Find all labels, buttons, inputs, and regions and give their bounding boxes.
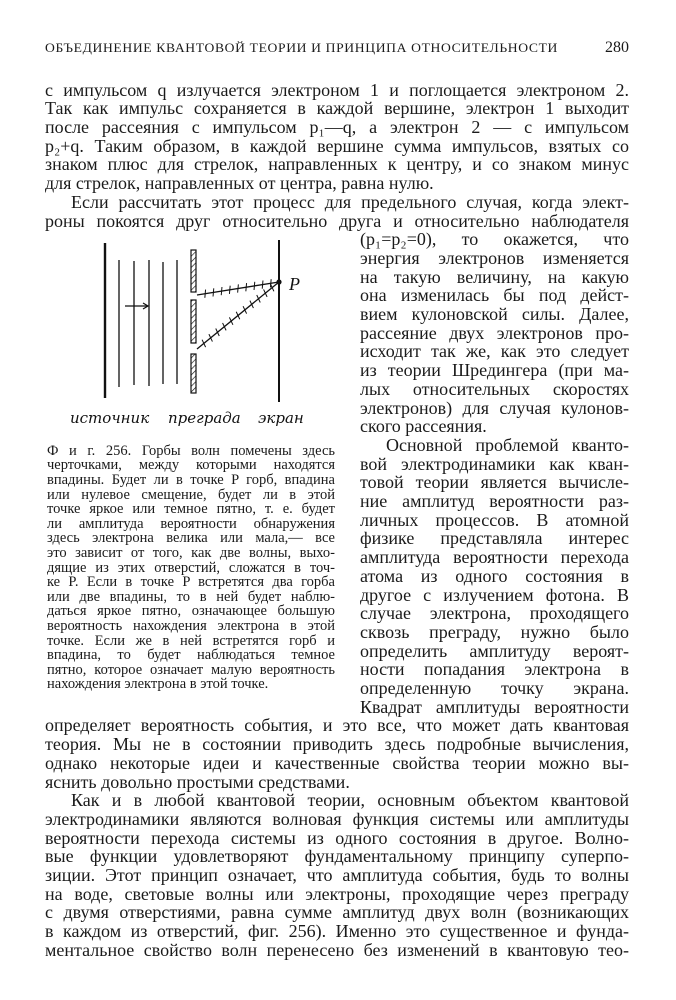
caption-line-text: нахождения электрона в этой точке. [47, 676, 269, 693]
column-line [360, 623, 629, 642]
arrow-icon [125, 303, 148, 309]
body-line-text: вероятности перехода системы из одного состояния в другое. Волно- [45, 827, 629, 848]
crest-tick [257, 295, 261, 302]
column-line-text: Квадрат амплитуды вероятности [360, 696, 629, 717]
caption-line-text: черточками, между которыми находятся [47, 457, 335, 474]
column-line-text: на такую величину, на какую [360, 266, 629, 287]
page-number: 280 [605, 39, 629, 56]
crest-tick [229, 317, 233, 324]
body-line-text: Так как импульс сохраняется в каждой вершине, электрон 1 выходит [45, 98, 629, 119]
label-barrier: преграда [168, 409, 241, 427]
body-line [45, 99, 629, 118]
column-line-text: другое с излучением фотона. В [360, 584, 629, 605]
column-line [360, 305, 629, 324]
label-screen: экран [258, 409, 304, 427]
crest-tick [236, 312, 240, 319]
column-line-text: определить амплитуду вероят- [360, 640, 629, 661]
body-line-text: Как и в любой квантовой теории, основным объектом квантовой [71, 790, 629, 811]
body-line [71, 193, 629, 212]
column-line-text: исходит так же, как это следует [360, 341, 629, 362]
column-line [360, 511, 629, 530]
caption-line-text: Ф и г. 256. Горбы волн помечены здесь [47, 442, 335, 459]
body-line-text: p₂+q. Таким образом, в каждой вершине сумма импульсов, взятых со [45, 135, 629, 156]
caption-line-text: даться яркое пятно, означающее большую [47, 603, 335, 620]
column-line-text: амплитуда вероятности перехода [360, 547, 629, 568]
crest-tick [209, 334, 213, 341]
caption-line-text: ли амплитуда вероятности обнаружения [47, 515, 335, 532]
caption-line [47, 517, 335, 532]
crest-tick [223, 323, 227, 330]
caption-line [47, 604, 335, 619]
crest-tick [270, 284, 274, 291]
body-line-text: роны покоятся друг относительно друга и относительно наблюдателя [45, 210, 629, 231]
body-line [71, 791, 629, 810]
column-line-text: сквозь преграду, нужно было [360, 621, 629, 642]
body-line-text: с импульсом q излучается электроном 1 и поглощается электроном 2. [45, 79, 629, 100]
body-line [45, 773, 350, 792]
body-line [45, 155, 629, 174]
column-line [360, 380, 629, 399]
body-line-text: после рассеяния с импульсом p₁—q, а электрон 2 — с импульсом [45, 117, 629, 138]
body-line [45, 716, 629, 735]
body-line-text: зиции. Этот принцип означает, что амплитуда события, будь то волны [45, 865, 629, 886]
caption-line [47, 619, 335, 634]
running-header: ОБЪЕДИНЕНИЕ КВАНТОВОЙ ТЕОРИИ И ПРИНЦИПА ОТНОСИТЕЛЬНОСТИ [45, 40, 558, 55]
column-line-text: (p₁=p₂=0), то окажется, что [360, 229, 629, 250]
column-line [360, 586, 629, 605]
caption-line-text: это зависит от того, как две волны, выхо- [47, 544, 335, 561]
caption-line-text: вероятность нахождения электрона в этой [47, 617, 335, 634]
body-line [45, 847, 629, 866]
caption-line-text: или нулевое смещение, будет ли в этой [47, 486, 335, 503]
caption-line [47, 561, 335, 576]
column-line-text: личных процессов. В атомной [360, 509, 629, 530]
column-line-text: рассеяние двух электронов про- [360, 322, 629, 343]
caption-line-text: или две впадины, то в ней будет наблю- [47, 588, 335, 605]
crest-tick [213, 288, 214, 296]
column-line-text: Основной проблемой кванто- [386, 434, 629, 455]
crest-tick [229, 286, 230, 294]
crest-tick [262, 280, 263, 288]
crest-tick [254, 282, 255, 290]
column-line [360, 361, 629, 380]
caption-line-text: пятно, которое означает малую вероятность [47, 661, 335, 678]
wavefronts [119, 260, 177, 387]
column-line-text: вием кулоновской силы. Далее, [360, 304, 629, 325]
column-line-text: вой электродинамики как кван- [360, 453, 629, 474]
column-line [360, 604, 629, 623]
caption-line [47, 531, 335, 546]
barrier [191, 250, 196, 393]
column-line-text: ние амплитуд вероятности раз- [360, 491, 629, 512]
caption-line-text: дящие из этих отверстий, сложатся в точ- [47, 559, 335, 576]
caption-line [47, 488, 335, 503]
column-line [360, 529, 629, 548]
column-line-text: случае электрона, проходящего [360, 603, 629, 624]
column-line-text: ского рассеяния. [360, 416, 487, 437]
column-line [360, 286, 629, 305]
column-line [360, 342, 629, 361]
body-line [45, 829, 629, 848]
caption-line [47, 546, 335, 561]
body-line-text: в каждом из отверстий, фиг. 256). Именно это существенное и фунда- [45, 921, 629, 942]
caption-line [47, 634, 335, 649]
column-line [360, 548, 629, 567]
crest-tick [250, 301, 254, 308]
body-line-text: Если рассчитать этот процесс для предельного случая, когда элект- [71, 191, 629, 212]
column-line-text: электронов) для случая кулонов- [360, 397, 629, 418]
body-line [45, 866, 629, 885]
body-line [45, 174, 434, 193]
body-line [45, 735, 629, 754]
caption-line-text: точке. Если же в ней встретятся горб и [47, 632, 335, 649]
body-line-text: электродинамики являются волновая функция системы или амплитуды [45, 808, 629, 829]
crest-tick [238, 284, 239, 292]
column-line [360, 660, 629, 679]
crest-tick [243, 306, 247, 313]
wave-rays [197, 279, 279, 349]
body-line-text: вые функции удовлетворяют фундаментальному принципу суперпо- [45, 846, 629, 867]
caption-line [47, 648, 335, 663]
body-line [45, 212, 629, 231]
column-line [360, 679, 629, 698]
body-line-text: на воде, световые волны или электроны, проходящие через преграду [45, 883, 629, 904]
body-line-text: определяет вероятность события, и это все, что может дать квантовая [45, 715, 629, 736]
column-line [360, 230, 629, 249]
body-line-text: теория. Мы не в состоянии приводить здесь подробные вычисления, [45, 734, 629, 755]
body-line-text: ментальное свойство волн перенесено без изменений в квантовую тео- [45, 939, 629, 960]
column-line [360, 249, 629, 268]
body-line [45, 903, 629, 922]
column-line-text: атома из одного состояния в [360, 565, 629, 586]
column-line [360, 324, 629, 343]
column-line-text: товой теории является вычисле- [360, 472, 629, 493]
body-line-text: для стрелок, направленных от центра, равна нулю. [45, 173, 434, 194]
caption-line [47, 444, 335, 459]
body-line [45, 922, 629, 941]
crest-tick [205, 290, 206, 298]
column-line-text: ности попадания электрона в [360, 659, 629, 680]
caption-line [47, 458, 335, 473]
body-line [45, 754, 629, 773]
body-line [45, 810, 629, 829]
caption-line [47, 473, 335, 488]
crest-tick [221, 287, 222, 295]
caption-line [47, 590, 335, 605]
point-p-label: P [289, 274, 300, 294]
body-line [45, 941, 629, 960]
column-line [360, 399, 629, 418]
caption-line [47, 677, 268, 692]
column-line [360, 268, 629, 287]
body-line-text: яснить довольно простыми средствами. [45, 771, 350, 792]
column-line-text: определенную точку экрана. [360, 678, 629, 699]
caption-line [47, 502, 335, 517]
crest-tick [264, 289, 268, 296]
body-line [45, 81, 629, 100]
column-line [360, 642, 629, 661]
column-line [360, 492, 629, 511]
caption-line [47, 663, 335, 678]
body-line [45, 885, 629, 904]
column-line-text: она изменилась бы под дейст- [360, 285, 629, 306]
column-line [360, 698, 629, 717]
column-line-text: энергия электронов изменяется [360, 247, 629, 268]
column-line [360, 417, 487, 436]
crest-tick [202, 340, 206, 347]
column-line [360, 567, 629, 586]
column-line-text: лых относительных скоростях [360, 378, 629, 399]
column-line [386, 436, 629, 455]
point-p-dot [276, 279, 281, 284]
caption-line-text: впадины. Будет ли в точке P горб, впадина [47, 471, 335, 488]
caption-line [47, 575, 335, 590]
body-line [45, 137, 629, 156]
body-line-text: с двумя отверстиями, равна сумме амплитуд двух волн (возникающих [45, 902, 629, 923]
crest-tick [216, 329, 220, 336]
caption-line-text: впадина, то будет наблюдаться темное [47, 647, 335, 664]
body-line-text: знаком плюс для стрелок, направленных к центру, и со знаком минус [45, 154, 629, 175]
column-line [360, 455, 629, 474]
body-line [45, 118, 629, 137]
crest-tick [246, 283, 247, 291]
caption-line-text: точке яркое или темное пятно, т. е. будет [47, 501, 335, 518]
body-line-text: однако некоторые идеи и качественные свойства теории можно вы- [45, 752, 629, 773]
column-line-text: физике представляла интерес [360, 528, 629, 549]
column-line-text: из теории Шредингера (при ма- [360, 360, 629, 381]
caption-line-text: ке P. Если в точке P встретятся два горба [47, 574, 335, 591]
label-source: источник [70, 409, 150, 427]
caption-line-text: здесь электрона велика или мала,— все [47, 530, 335, 547]
column-line [360, 473, 629, 492]
